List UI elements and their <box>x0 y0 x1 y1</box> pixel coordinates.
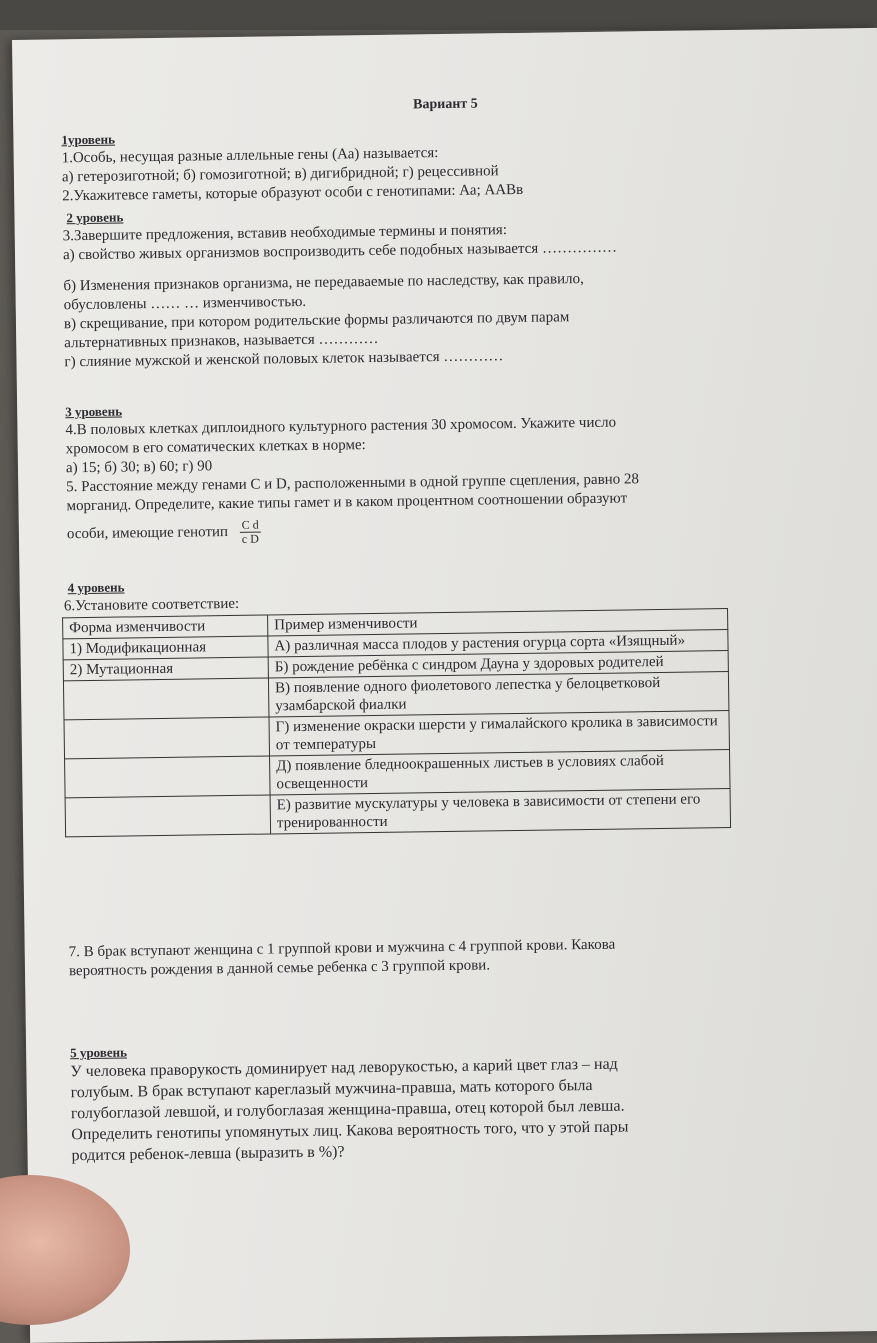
question-2: 2.Укажитевсе гаметы, которые образуют особи с генотипами: Аа; ААВв <box>62 181 524 205</box>
question-3-v-line2: альтернативных признаков, называется ………… <box>64 330 379 352</box>
table-cell-form: 1) Модификационная <box>63 636 268 660</box>
level1-heading: 1уровень <box>61 131 116 148</box>
question-3-v-line1: в) скрещивание, при котором родительские формы различаются по двум парам <box>63 309 570 333</box>
table-cell-example: Е) развитие мускулатуры у человека в зависимости от степени его тренированности <box>270 789 730 834</box>
table-cell-form <box>65 795 271 837</box>
table-cell-example: А) различная масса плодов у растения огурца сорта «Изящный» <box>268 630 728 657</box>
table-cell-example: В) появление одного фиолетового лепестка у белоцветковой узамбарской фиалки <box>268 672 728 717</box>
level2-heading: 2 уровень <box>66 209 124 226</box>
table-cell-example: Б) рождение ребёнка с синдром Дауна у здоровых родителей <box>268 651 728 678</box>
question-3: 3.Завершите предложения, вставив необходимые термины и понятия: <box>62 222 508 245</box>
question-4-line2: хромосом в его соматических клетках в норме: <box>65 437 366 458</box>
question-6: 6.Установите соответствие: <box>63 595 240 615</box>
level4-heading: 4 уровень <box>67 579 125 596</box>
question-4-options: а) 15; б) 30; в) 60; г) 90 <box>65 458 213 477</box>
question-1-options: а) гетерозиготной; б) гомозиготной; в) дигибридной; г) рецессивной <box>61 163 499 186</box>
question-3-g: г) слияние мужской и женской половых клеток называется ………… <box>64 348 504 371</box>
genotype-bottom: c D <box>241 531 259 546</box>
question-7-line1: 7. В брак вступают женщина с 1 группой крови и мужчина с 4 группой крови. Какова <box>68 936 616 961</box>
page-title: Вариант 5 <box>413 96 478 113</box>
question-5-line1: 5. Расстояние между генами С и D, расположенными в одной группе сцепления, равно 28 <box>66 471 640 496</box>
genotype-fraction <box>240 519 261 546</box>
table-cell-form <box>64 717 270 759</box>
question-5-line3 <box>67 519 261 549</box>
genotype-label: особи, имеющие генотип <box>66 523 229 543</box>
question-5-line2: морганид. Определите, какие типы гамет и в каком процентном соотношении образуют <box>66 490 628 515</box>
matching-table <box>62 608 731 837</box>
table-cell-form <box>63 678 269 720</box>
table-header-cell: Пример изменчивости <box>268 609 728 636</box>
level5-line-3: голубоглазой левшой, и голубоглазая женщина-правша, отец которой был левша. <box>70 1097 625 1123</box>
table-cell-form <box>65 756 271 798</box>
table-cell-example: Г) изменение окраски шерсти у гималайского кролика в зависимости от температуры <box>269 711 729 756</box>
question-7-line2: вероятность рождения в данной семье ребенка с 3 группой крови. <box>68 957 491 980</box>
background <box>0 0 877 30</box>
worksheet-page <box>12 28 877 1343</box>
level5-line-1: У человека праворукость доминирует над леворукостью, а карий цвет глаз – над <box>70 1055 618 1081</box>
level3-heading: 3 уровень <box>65 403 123 420</box>
level5-line-5: родится ребенок-левша (выразить в %)? <box>71 1143 345 1165</box>
table-cell-form: 2) Мутационная <box>63 657 268 681</box>
question-3-b-line1: б) Изменения признаков организма, не передаваемые по наследству, как правило, <box>63 271 584 295</box>
question-3-b-line2: обусловлены …… … изменчивостью. <box>63 293 307 314</box>
question-3-a: а) свойство живых организмов воспроизводить себе подобных называется …………… <box>62 239 618 264</box>
level5-heading: 5 уровень <box>70 1044 128 1061</box>
table-header-cell: Форма изменчивости <box>63 615 268 639</box>
question-4-line1: 4.В половых клетках диплоидного культурного растения 30 хромосом. Укажите число <box>65 414 617 439</box>
level5-line-4: Определить генотипы упомянутых лиц. Какова вероятность того, что у этой пары <box>71 1118 629 1144</box>
question-1: 1.Особь, несущая разные аллельные гены (Аа) называется: <box>61 145 439 167</box>
level5-line-2: голубым. В брак вступают кареглазый мужчина-правша, мать которого была <box>70 1076 593 1102</box>
table-row <box>65 789 730 837</box>
table-cell-example: Д) появление бледноокрашенных листьев в условиях слабой освещенности <box>270 750 730 795</box>
genotype-top: C d <box>240 519 261 533</box>
